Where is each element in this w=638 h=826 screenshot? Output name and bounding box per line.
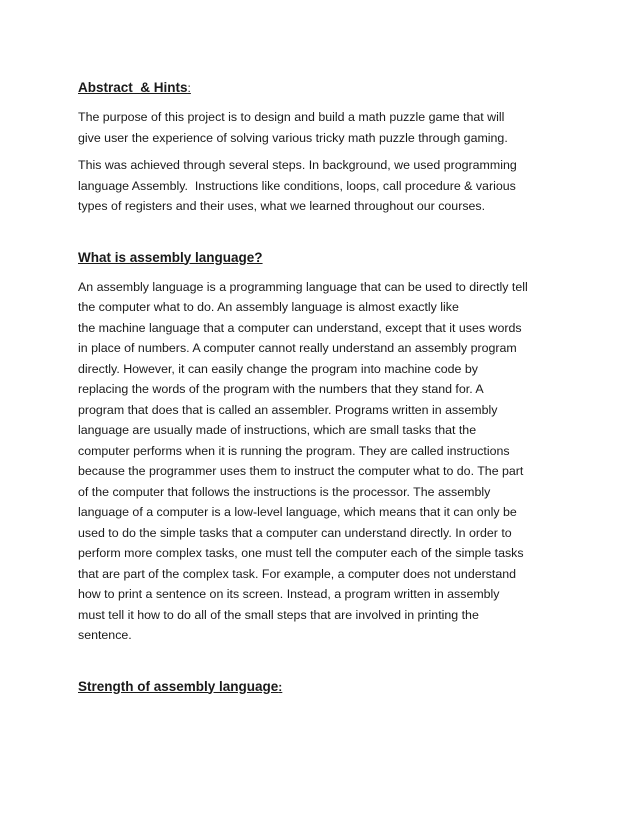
text-line: language of a computer is a low-level language, which means that it can only be [78, 505, 517, 519]
what-is-assembly-heading: What is assembly language? [78, 249, 263, 265]
text-line: of the computer that follows the instructions is the processor. The assembly [78, 484, 491, 499]
text-line: because the programmer uses them to instruct the computer what to do. The part [78, 464, 524, 478]
text-line: replacing the words of the program with the numbers that they stand for. A [78, 382, 484, 396]
text-line: language are usually made of instructions, which are small tasks that the [78, 423, 477, 437]
text-line: used to do the simple tasks that a computer can understand directly. In order to [78, 525, 512, 540]
text-line: An assembly language is a programming language that can be used to directly tell [78, 279, 528, 294]
document-body [78, 78, 568, 706]
strength-heading-colon: : [278, 679, 283, 694]
text-line: the computer what to do. An assembly language is almost exactly like [78, 300, 459, 314]
text-line: in place of numbers. A computer cannot really understand an assembly program [78, 341, 517, 355]
text-line: The purpose of this project is to design and build a math puzzle game that will [78, 110, 505, 124]
text-line: program that does that is called an assembler. Programs written in assembly [78, 402, 498, 417]
text-line: language Assembly. Instructions like conditions, loops, call procedure & various [78, 178, 516, 193]
text-line: must tell it how to do all of the small steps that are involved in printing the [78, 607, 479, 622]
text-line: directly. However, it can easily change the program into machine code by [78, 361, 478, 376]
strength-heading [78, 677, 568, 697]
abstract-heading-colon: : [187, 81, 191, 95]
text-line: computer performs when it is running the program. They are called instructions [78, 443, 510, 458]
what-is-assembly-paragraph [78, 277, 568, 646]
text-line: perform more complex tasks, one must tell the computer each of the simple tasks [78, 546, 524, 560]
text-line: the machine language that a computer can understand, except that it uses words [78, 320, 522, 335]
abstract-paragraph-1 [78, 107, 568, 148]
abstract-heading-text: Abstract & Hints [78, 80, 188, 95]
abstract-paragraph-2 [78, 155, 568, 217]
abstract-heading [78, 78, 568, 98]
text-line: that are part of the complex task. For example, a computer does not understand [78, 566, 517, 581]
strength-heading-text: Strength of assembly language [78, 678, 279, 694]
text-line: types of registers and their uses, what we learned throughout our courses. [78, 199, 486, 213]
text-line: how to print a sentence on its screen. Instead, a program written in assembly [78, 587, 500, 601]
text-line: sentence. [78, 628, 132, 642]
text-line: give user the experience of solving various tricky math puzzle through gaming. [78, 130, 508, 145]
text-line: This was achieved through several steps. In background, we used programming [78, 158, 517, 172]
